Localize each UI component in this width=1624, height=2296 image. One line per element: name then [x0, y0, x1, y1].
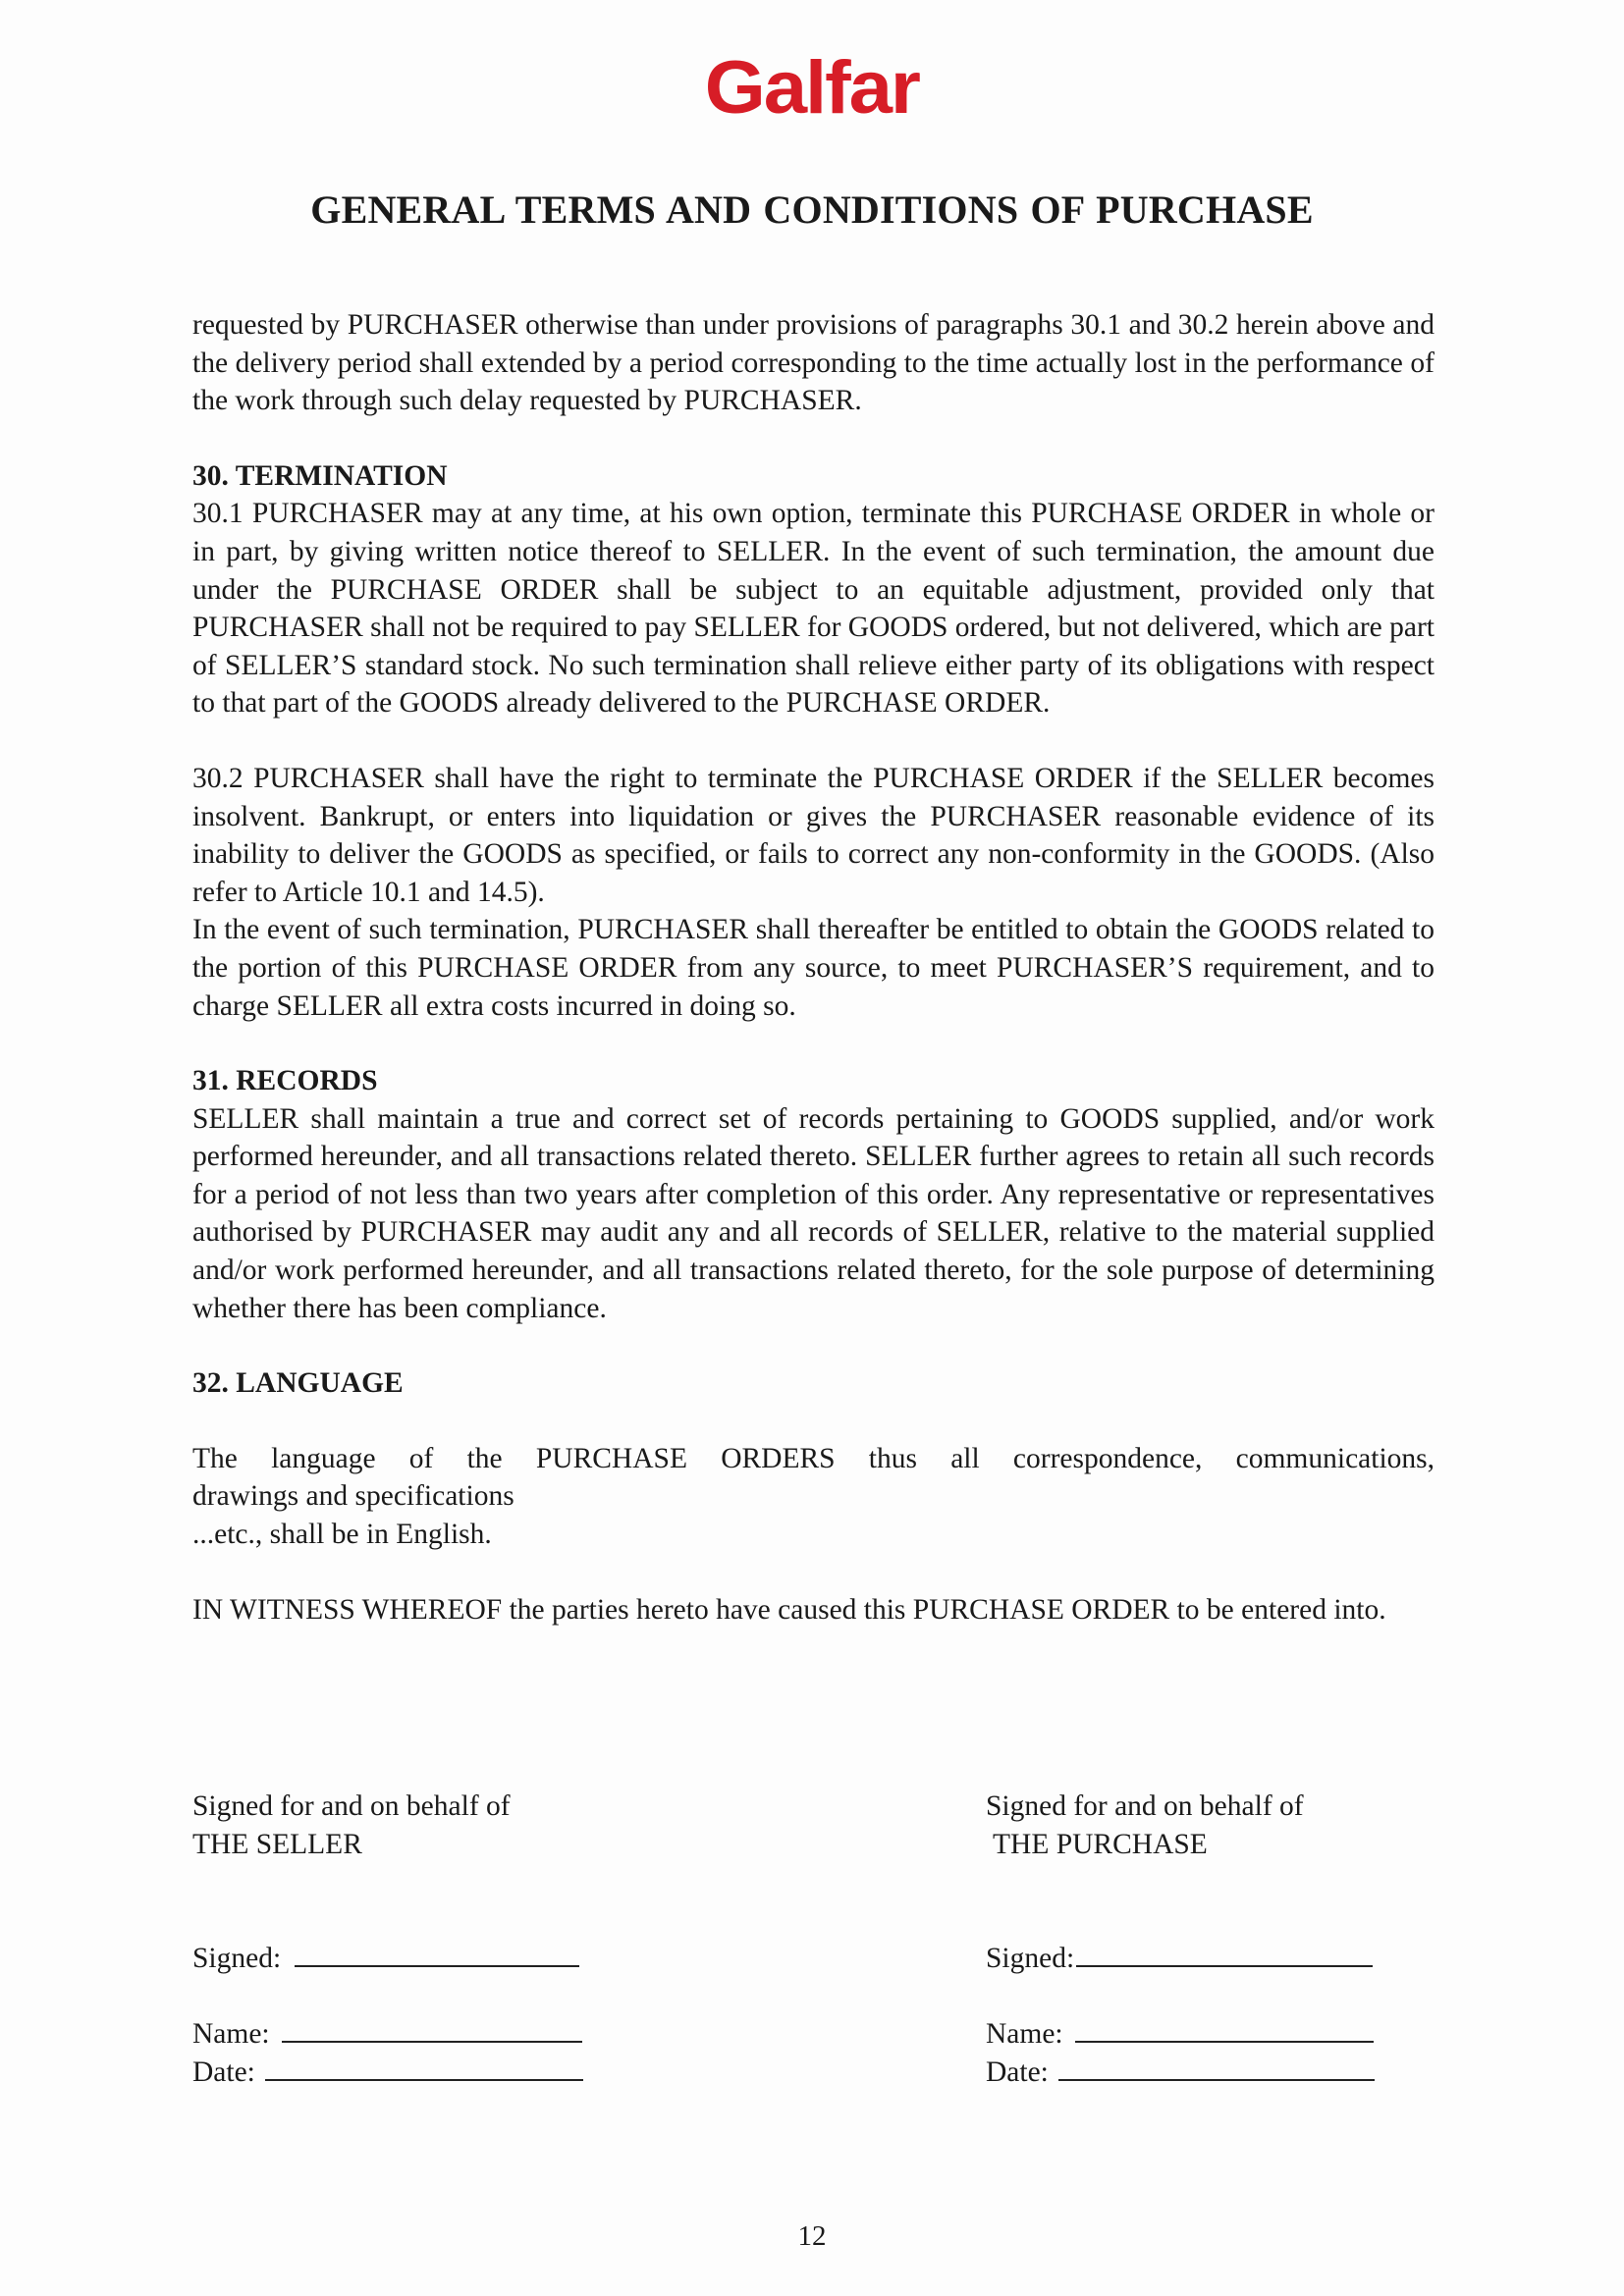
purchaser-date-label: Date:: [986, 2056, 1049, 2088]
purchaser-party-name: THE PURCHASE: [993, 1828, 1208, 1860]
purchaser-signed-line[interactable]: [1076, 1940, 1373, 1967]
seller-signed-field[interactable]: [192, 1940, 579, 1978]
section-heading-termination: 30. TERMINATION: [192, 459, 448, 492]
seller-signature-column: [192, 1788, 703, 2088]
seller-party-name: THE SELLER: [192, 1828, 362, 1860]
seller-date-line[interactable]: [265, 2054, 583, 2081]
seller-signed-label: Signed:: [192, 1943, 282, 1974]
clause-30-2: 30.2 PURCHASER shall have the right to terminate the PURCHASE ORDER if the SELLER becomes insolvent. Bankrupt, or enters into liquidation or gives the PURCHASER reasonable evidence of its inability to deliver the GOODS as specified, or fails to correct any non-conformity in the GOODS. (Also refer to Article 10.1 and 14.5).: [192, 762, 1435, 908]
seller-name-label: Name:: [192, 2018, 270, 2050]
clause-32-line-2: drawings and specifications: [192, 1480, 514, 1513]
page-number: 12: [797, 2220, 827, 2252]
seller-name-field[interactable]: [192, 2015, 582, 2054]
purchaser-signed-field[interactable]: [986, 1940, 1373, 1978]
purchaser-name-field[interactable]: [986, 2015, 1374, 2054]
purchaser-caption: Signed for and on behalf of: [986, 1790, 1304, 1822]
logo-wordmark: Galfar: [704, 46, 920, 130]
section-heading-records: 31. RECORDS: [192, 1065, 378, 1097]
witness-statement: IN WITNESS WHEREOF the parties hereto have caused this PURCHASE ORDER to be entered into.: [192, 1593, 1386, 1626]
clause-30-1: 30.1 PURCHASER may at any time, at his own option, terminate this PURCHASE ORDER in whole or in part, by giving written notice thereof to SELLER. In the event of such termination, the amount due under the PURCHASE ORDER shall be subject to an equitable adjustment, provided only that PURCHASER shall not be required to pay SELLER for GOODS ordered, but not delivered, which are part of SELLER’S standard stock. No such termination shall relieve either party of its obligations with respect to that part of the GOODS already delivered to the PURCHASE ORDER.: [192, 498, 1435, 720]
clause-30-2-continued: In the event of such termination, PURCHASER shall thereafter be entitled to obtain the GOODS related to the portion of this PURCHASE ORDER from any source, to meet PURCHASER’S requirement, and to charge SELLER all extra costs incurred in doing so.: [192, 914, 1435, 1022]
seller-name-line[interactable]: [282, 2015, 582, 2043]
document-body: [192, 306, 1435, 1629]
purchaser-date-line[interactable]: [1058, 2054, 1375, 2081]
seller-signed-line[interactable]: [295, 1940, 579, 1967]
clause-32-line-1: The language of the PURCHASE ORDERS thus all correspondence, communications,: [192, 1442, 1435, 1474]
section-heading-language: 32. LANGUAGE: [192, 1367, 404, 1400]
seller-date-field[interactable]: [192, 2054, 583, 2092]
purchaser-signature-column: [986, 1788, 1496, 2088]
seller-date-label: Date:: [192, 2056, 255, 2088]
clause-32-line-3: ...etc., shall be in English.: [192, 1519, 492, 1551]
seller-caption: Signed for and on behalf of: [192, 1790, 511, 1822]
document-title: GENERAL TERMS AND CONDITIONS OF PURCHASE: [310, 187, 1314, 232]
company-logo: [0, 46, 1624, 130]
clause-31: SELLER shall maintain a true and correct set of records pertaining to GOODS supplied, and/or work performed hereunder, and all transactions related thereto. SELLER further agrees to retain all such records for a period of not less than two years after completion of this order. Any representative or representatives authorised by PURCHASER may audit any and all records of SELLER, relative to the material supplied and/or work performed hereunder, and all transactions related thereto, for the sole purpose of determining whether there has been compliance.: [192, 1102, 1435, 1324]
purchaser-date-field[interactable]: [986, 2054, 1375, 2092]
purchaser-signed-label: Signed:: [986, 1943, 1075, 1974]
purchaser-name-label: Name:: [986, 2018, 1063, 2050]
purchaser-name-line[interactable]: [1075, 2015, 1374, 2043]
continuation-paragraph: requested by PURCHASER otherwise than under provisions of paragraphs 30.1 and 30.2 herein above and the delivery period shall extended by a period corresponding to the time actually lost in the performance of the work through such delay requested by PURCHASER.: [192, 309, 1435, 417]
